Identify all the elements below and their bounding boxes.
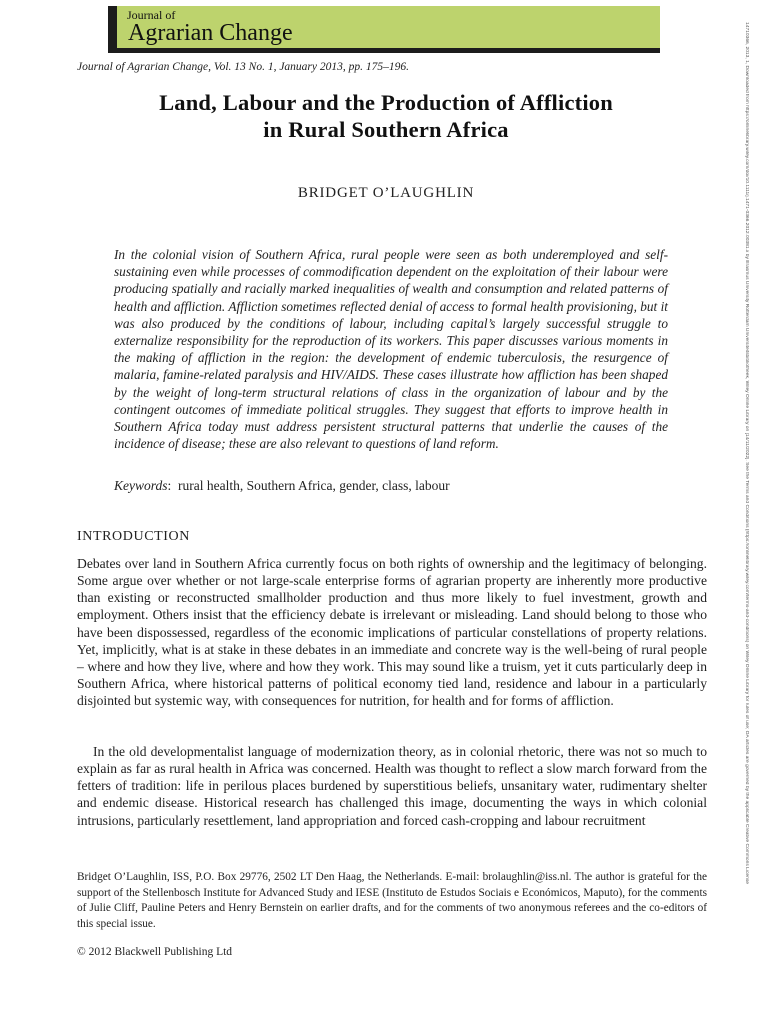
article-abstract: In the colonial vision of Southern Africa, rural people were seen as both underemployed and self-sustaining even while processes of commodification dependent on the exploitation of their labour were producing spatially and racially marked inequalities of wealth and consumption and related patterns of health and affliction. Affliction sometimes reflected denial of access to formal health provisioning, but it was also produced by the conditions of labour, including capital’s largely successful struggle to externalize responsibility for the reproduction of its workers. This paper discusses various moments in the making of affliction in the region: the development of endemic tuberculosis, the resurgence of malaria, famine-related paralysis and HIV/AIDS. These cases illustrate how affliction has been shaped by the weight of long-term structural relations of class in the organization of labour and by the contingent outcomes of immediate political struggles. They suggest that efforts to improve health in Southern Africa today must address persistent structural patterns that underlie the causes of the incidence of disease; these are also relevant to questions of land reform. xyxy=(114,247,668,452)
section-heading: INTRODUCTION xyxy=(77,529,190,544)
journal-citation: Journal of Agrarian Change, Vol. 13 No. 1, January 2013, pp. 175–196. xyxy=(77,61,410,73)
body-paragraph-2: In the old developmentalist language of modernization theory, as in colonial rhetoric, there was not so much to explain as far as rural health in Africa was concerned. Health was thought to reflect a slow march forward from the fetters of tradition: life in perilous places burdened by superstitious beliefs, unsanitary water, rudimentary shelter and endemic disease. Historical research has challenged this image, documenting the ways in which colonial intrusions, particularly resettlement, land appropriation and forced cash-cropping and labour recruitment xyxy=(77,744,707,828)
keywords-value: rural health, Southern Africa, gender, class, labour xyxy=(178,478,450,493)
download-side-note: 14710366, 2013, 1, Downloaded from https://onlinelibrary.wiley.com/doi/10.1111/j.1471-0366.2012.00381.x by Erasmus University Rotterdam Universiteitsbibliotheek, Wiley Online Library on [14/11/2022]. See the Terms and Conditions (https://onlinelibrary.wiley.com/terms-and-conditions) on Wiley Online Library for rules of use; OA articles are governed by the applicable Creative Commons License xyxy=(744,22,749,884)
article-title-line-2: in Rural Southern Africa xyxy=(263,117,509,142)
body-paragraph-1: Debates over land in Southern Africa currently focus on both rights of ownership and the legitimacy of belonging. Some argue over whether or not large-scale enterprise forms of agrarian property are inherently more productive than existing or reconstructed smallholder production and thus more likely to fuel investment, growth and employment. Others insist that the efficiency debate is irrelevant or misleading. Land should belong to those who have been dispossessed, regardless of the economic implications of particular constellations of property relations. Yet, implicitly, what is at stake in these debates in an immediate and concrete way is the well-being of rural people – where and how they live, where and how they work. This may sound like a truism, yet it cuts particularly deep in Southern Africa, where historical patterns of political economy tied land, residence and labour in a particularly disjointed but systemic way, with consequences for nutrition, for health and for forms of affliction. xyxy=(77,556,707,709)
journal-banner-title: Agrarian Change xyxy=(128,20,293,46)
article-title xyxy=(60,89,712,143)
keywords-label: Keywords xyxy=(114,478,168,493)
keywords-line: Keywords: rural health, Southern Africa, gender, class, labour xyxy=(114,478,450,493)
article-author: BRIDGET O’LAUGHLIN xyxy=(297,185,475,201)
journal-banner-prefix: Journal of xyxy=(127,8,176,22)
copyright-notice: © 2012 Blackwell Publishing Ltd xyxy=(77,946,233,958)
article-title-line-1: Land, Labour and the Production of Affliction xyxy=(159,90,613,115)
author-footnote: Bridget O’Laughlin, ISS, P.O. Box 29776, 2502 LT Den Haag, the Netherlands. E-mail: brolaughlin@iss.nl. The author is grateful for the support of the Stellenbosch Institute for Advanced Study and IESE (Instituto de Estudos Sociais e Económicos, Maputo), for the comments of Julie Cliff, Pauline Peters and Henry Bernstein on earlier drafts, and for the comments of two anonymous referees and the co-editors of this special issue. xyxy=(77,871,707,930)
journal-banner xyxy=(108,6,660,53)
